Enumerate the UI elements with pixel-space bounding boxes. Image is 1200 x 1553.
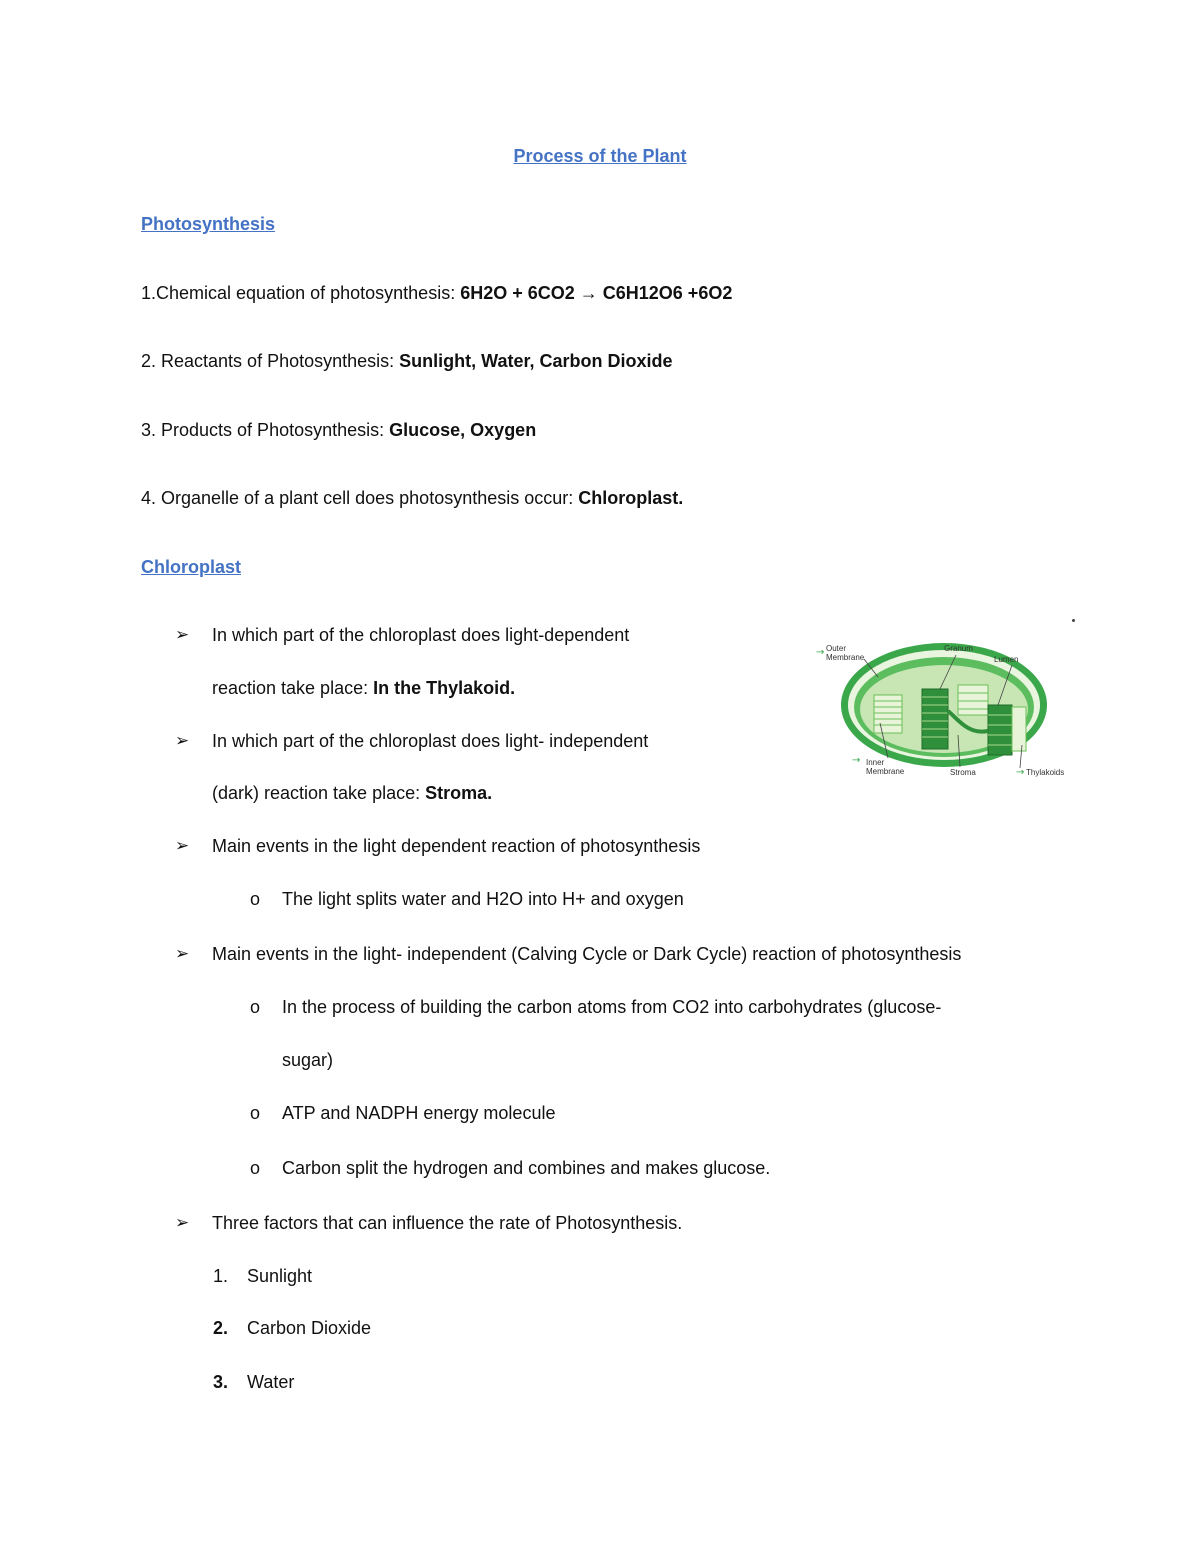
page-title: Process of the Plant [513, 146, 687, 166]
label-outer-membrane: Membrane [826, 653, 865, 662]
thylakoid-stack-left [874, 695, 902, 733]
label-lumen: Lumen [994, 655, 1019, 664]
circle-bullet-icon: o [250, 997, 261, 1017]
photosynthesis-heading: Photosynthesis [141, 214, 276, 234]
question-2: 2. Reactants of Photosynthesis: Sunlight, Water, Carbon Dioxide [141, 351, 673, 371]
thylakoid-stack-middle [958, 685, 988, 715]
arrow-bullet-icon: ➢ [175, 836, 190, 855]
bullet-2-line-1: In which part of the chloroplast does light- independent [212, 731, 649, 751]
factor-item: Carbon Dioxide [247, 1318, 372, 1338]
bullet-2-line-2: (dark) reaction take place: Stroma. [212, 783, 493, 803]
question-4: 4. Organelle of a plant cell does photosynthesis occur: Chloroplast. [141, 488, 684, 508]
question-1: 1.Chemical equation of photosynthesis: 6H2O + 6CO2 → C6H12O6 +6O2 [141, 283, 733, 303]
label-inner-membrane: Membrane [866, 767, 905, 776]
arrow-icon: → [852, 755, 861, 766]
bullet-1-line-2: reaction take place: In the Thylakoid. [212, 678, 516, 698]
factor-item: Water [247, 1372, 295, 1392]
bullet-3: Main events in the light dependent reaction of photosynthesis [212, 836, 701, 856]
circle-bullet-icon: o [250, 1103, 261, 1123]
circle-bullet-icon: o [250, 1158, 261, 1178]
bullet-4-sub-1-line-2: sugar) [282, 1050, 334, 1070]
label-granum: Granum [944, 644, 973, 653]
granum-stack [922, 689, 948, 749]
bullet-3-sub-1: The light splits water and H2O into H+ and oxygen [282, 889, 684, 909]
bullet-4-sub-2: ATP and NADPH energy molecule [282, 1103, 556, 1123]
factor-number: 2. [213, 1318, 229, 1338]
bullet-1-line-1: In which part of the chloroplast does light-dependent [212, 625, 630, 645]
arrow-bullet-icon: ➢ [175, 625, 190, 644]
chemical-equation: 6H2O + 6CO2 → C6H12O6 +6O2 [460, 283, 733, 303]
factor-number: 3. [213, 1372, 229, 1392]
chloroplast-diagram [808, 615, 1080, 787]
thylakoid-stack-right [988, 705, 1026, 755]
factor-number: 1. [213, 1266, 229, 1286]
bullet-5: Three factors that can influence the rate of Photosynthesis. [212, 1213, 683, 1233]
arrow-bullet-icon: ➢ [175, 731, 190, 750]
arrow-icon: → [816, 647, 825, 658]
label-stroma: Stroma [950, 768, 976, 777]
chloroplast-heading: Chloroplast [141, 557, 242, 577]
bullet-4-sub-3: Carbon split the hydrogen and combines and makes glucose. [282, 1158, 771, 1178]
question-3: 3. Products of Photosynthesis: Glucose, Oxygen [141, 420, 537, 440]
circle-bullet-icon: o [250, 889, 261, 909]
bullet-4-sub-1-line-1: In the process of building the carbon atoms from CO2 into carbohydrates (glucose- [282, 997, 942, 1017]
arrow-icon: → [1016, 767, 1025, 778]
arrow-bullet-icon: ➢ [175, 944, 190, 963]
label-thylakoids: Thylakoids [1026, 768, 1065, 777]
factor-item: Sunlight [247, 1266, 313, 1286]
bullet-4: Main events in the light- independent (Calving Cycle or Dark Cycle) reaction of photosynthesis [212, 944, 962, 964]
label-inner: Inner [866, 758, 885, 767]
arrow-bullet-icon: ➢ [175, 1213, 190, 1232]
label-outer: Outer [826, 644, 847, 653]
